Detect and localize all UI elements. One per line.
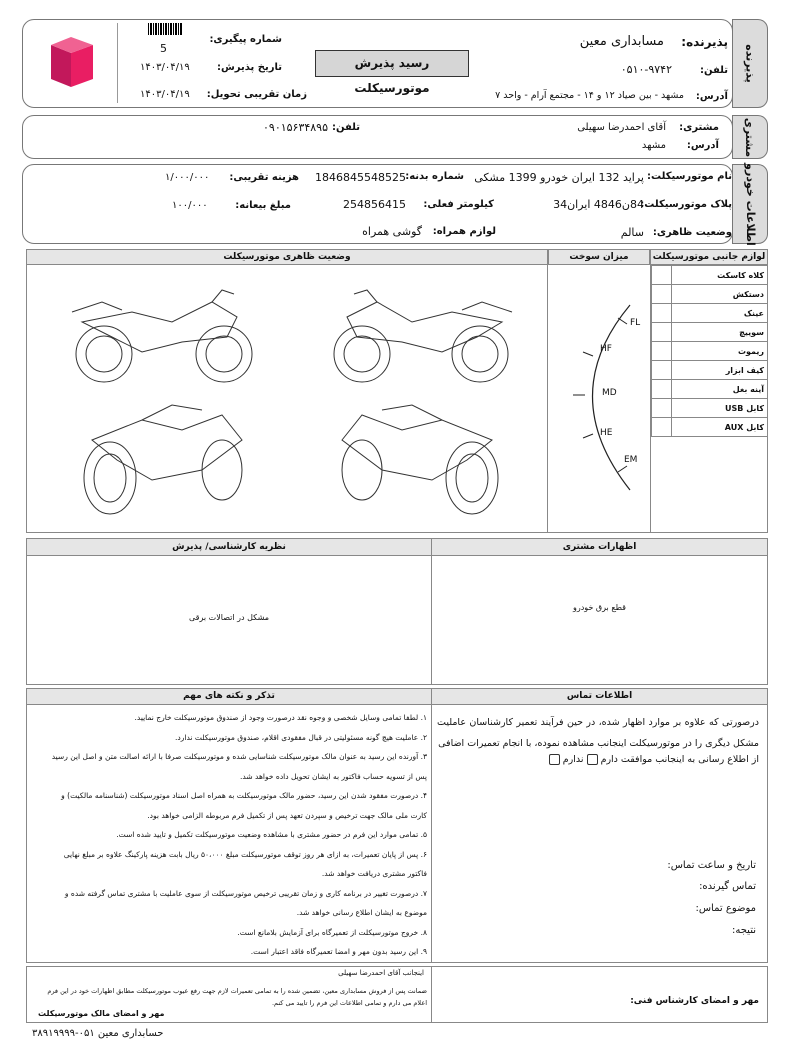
list-item: ۵. تمامی موارد این فرم در حضور مشتری با مشاهده وضعیت موتورسیکلت تکمیل و تایید شده است. (116, 830, 427, 839)
motorcycle-side-left-icon (62, 282, 262, 392)
model-label: نام موتورسیکلت: (647, 171, 732, 182)
fuel-level-fl: FL (630, 318, 641, 328)
customer-statements-title: اظهارات مشتری (432, 539, 767, 556)
table-row (652, 361, 768, 380)
list-item: پس از تسویه حساب فاکتور به ایشان تحویل داده خواهد شد. (240, 771, 427, 781)
fuel-divider (547, 249, 548, 533)
notes-list (33, 708, 427, 962)
table-row (652, 266, 768, 285)
fuel-title: میزان سوخت (548, 250, 650, 265)
delivery-date: ۱۴۰۳/۰۴/۱۹ (140, 89, 190, 100)
signature-divider (431, 966, 432, 1023)
km-label: کیلومتر فعلی: (423, 199, 494, 210)
contact-caller-label: تماس گیرنده: (699, 881, 756, 892)
accessory-checkbox[interactable] (652, 342, 672, 361)
customer-phone-label: تلفن: (331, 122, 360, 133)
receiver-label: پذیرنده: (681, 35, 728, 49)
contact-divider (431, 688, 432, 963)
receiver-address-label: آدرس: (695, 91, 728, 102)
accessory-label: سوییچ (672, 323, 768, 342)
list-item: ۲. عاملیت هیچ گونه مسئولیتی در قبال مفقودی اقلام، صندوق موتورسیکلت ندارد. (175, 732, 427, 742)
list-item: ۳. آورنده این رسید به عنوان مالک موتورسیکلت شناسایی شده و موتورسیکلت صرفا با ارائه اصالت متن و اصل این رسید (51, 752, 427, 761)
contact-subject-label: موضوع تماس: (695, 903, 756, 914)
receiver-tab: پذیرنده (732, 19, 768, 108)
cost-value: ۱/۰۰۰/۰۰۰ (165, 172, 210, 183)
expert-signature-label: مهر و امضای کارشناس فنی: (630, 996, 759, 1006)
owner-signature-label: مهر و امضای مالک موتورسیکلت (38, 1009, 165, 1018)
table-row (652, 323, 768, 342)
consent-no-checkbox[interactable] (549, 754, 560, 765)
customer-name-label: مشتری: (679, 122, 719, 133)
contact-intro: درصورتی که علاوه بر موارد اظهار شده، در حین فرآیند تعمیر کارشناسان عاملیت مشکل دیگری را در موتورسیکلت اینجانب مشاهده نموده، با انجام تعمیرات اضافی (437, 717, 759, 749)
cost-label: هزینه تقریبی: (229, 172, 299, 183)
deposit-value: ۱۰۰/۰۰۰ (172, 200, 208, 211)
accessory-checkbox[interactable] (652, 361, 672, 380)
accessory-label: کلاه کاسکت (672, 266, 768, 285)
condition-label: وضعیت ظاهری: (652, 227, 732, 238)
km-value: 254856415 (343, 198, 406, 211)
customer-phone: ۰۹۰۱۵۶۳۴۸۹۵ (263, 121, 328, 134)
fuel-level-hf: HF (600, 344, 612, 354)
accessory-checkbox[interactable] (652, 399, 672, 418)
accessory-label: کیف ابزار (672, 361, 768, 380)
footer-text: حسابداری معین ۰۵۱-۳۸۹۱۹۹۹۹ (32, 1028, 164, 1039)
model-value: پراید 132 ایران خودرو 1399 مشکی (474, 171, 644, 184)
condition-value: سالم (620, 226, 644, 239)
tracking-label: شماره پیگیری: (209, 34, 282, 45)
list-item: ۷. درصورت تغییر در برنامه کاری و زمان تقریبی ترخیص موتورسیکلت از سوی عاملیت با مشتری تماس گرفته شده و (64, 888, 427, 898)
admission-date-label: تاریخ پذیرش: (216, 62, 282, 73)
accessory-label: کابل USB (672, 399, 768, 418)
contact-result-label: نتیجه: (731, 925, 756, 936)
expert-opinion-text: مشکل در اتصالات برقی (188, 613, 269, 622)
table-row (652, 380, 768, 399)
accessories-table (651, 265, 768, 437)
plate-label: پلاک موتورسیکلت: (640, 199, 732, 210)
contact-datetime-label: تاریخ و ساعت تماس: (667, 860, 756, 871)
consent-no-text: ندارم (562, 754, 584, 765)
owner-text: ضمانت پس از فروش مسابداری معین، تضمین شده را به تمامی تعمیرات لازم جهت رفع عیوب موتورسیکلت مطابق اظهارات خود در این فرم اعلام می دارم و تمامی اطلاعات این فرم را تایید می کنم. (47, 987, 427, 1007)
fuel-level-md: MD (602, 388, 617, 398)
contact-consent-row (549, 754, 759, 765)
list-item: کارت ملی مالک جهت ترخیص و سپردن تعهد پس از تکمیل فرم مربوطه الزامی خواهد بود. (147, 810, 427, 820)
accessory-label: آینه بغل (672, 380, 768, 399)
accessory-label: ریموت (672, 342, 768, 361)
delivery-date-label: زمان تقریبی تحویل: (206, 89, 307, 100)
accessory-checkbox[interactable] (652, 323, 672, 342)
accessory-checkbox[interactable] (652, 266, 672, 285)
receiver-name: مسابداری معین (579, 34, 664, 49)
receiver-phone-label: تلفن: (699, 65, 728, 76)
accessories-divider (650, 249, 651, 533)
table-row (652, 399, 768, 418)
appearance-title: وضعیت ظاهری موتورسیکلت (27, 250, 547, 265)
customer-name: آقای احمدرضا سهیلی (577, 122, 666, 133)
page-title: رسید پذیرش موتورسیکلت (315, 50, 469, 77)
expert-opinion-title: نظریه کارشناسی/ پذیرش (27, 539, 431, 556)
logo-icon (27, 23, 117, 103)
barcode (148, 23, 182, 35)
notes-title: تذکر و نکته های مهم (27, 689, 431, 705)
accessories-title: لوازم جانبی موتورسیکلت (651, 250, 767, 265)
owner-line: اینجانب آقای احمدرضا سهیلی (338, 969, 424, 977)
list-item: ۱. لطفا تمامی وسایل شخصی و وجوه نقد درصورت وجود از صندوق موتورسیکلت خارج نمایید. (134, 713, 427, 722)
accessories-value: گوشی همراه (362, 225, 422, 238)
contact-title: اطلاعات تماس (432, 689, 767, 705)
accessory-label: دستکش (672, 285, 768, 304)
customer-tab: مشتری (732, 115, 768, 159)
accessory-checkbox[interactable] (652, 285, 672, 304)
accessories-label: لوازم همراه: (432, 226, 496, 237)
accessory-label: کابل AUX (672, 418, 768, 437)
consent-text: از اطلاع رسانی به اینجانب موافقت دارم (600, 754, 759, 765)
receiver-phone: ۰۵۱۰-۹۷۴۲ (620, 63, 672, 76)
list-item: ۴. درصورت مفقود شدن این رسید، حضور مالک موتورسیکلت به همراه اصل اسناد موتورسیکلت (شناسنامه مالکیت) و (61, 791, 427, 800)
customer-address-label: آدرس: (686, 140, 719, 151)
fuel-level-em: EM (624, 455, 638, 465)
accessory-checkbox[interactable] (652, 418, 672, 437)
plate-value: 84ن4846 ایران34 (553, 198, 644, 211)
table-row (652, 285, 768, 304)
motorcycle-angle-left-icon (62, 400, 262, 520)
vehicle-tab: اطلاعات خودرو (732, 164, 768, 244)
table-row (652, 418, 768, 437)
customer-address: مشهد (641, 140, 666, 151)
admission-date: ۱۴۰۳/۰۴/۱۹ (140, 62, 190, 73)
logo (28, 23, 118, 103)
consent-yes-checkbox[interactable] (587, 754, 598, 765)
list-item: موضوع به ایشان اطلاع رسانی خواهد شد. (296, 908, 427, 917)
customer-statement-text: قطع برق خودرو (573, 603, 626, 612)
list-item: ۹. این رسید بدون مهر و امضا تعمیرگاه فاقد اعتبار است. (250, 947, 427, 956)
body-label: شماره بدنه: (405, 171, 464, 182)
motorcycle-side-right-icon (322, 282, 522, 392)
table-row (652, 342, 768, 361)
body-value: 1846845548525 (315, 171, 406, 184)
receiver-address: مشهد - بین صیاد ۱۲ و ۱۴ - مجتمع آرام - واحد ۷ (495, 90, 684, 101)
list-item: ۶. پس از پایان تعمیرات، به ازای هر روز توقف موتورسیکلت مبلغ ۵۰،۰۰۰ ریال بابت هزینه پارکینگ علاوه بر مبلغ نهایی (63, 849, 427, 859)
motorcycle-angle-right-icon (322, 400, 522, 520)
fuel-level-he: HE (600, 428, 613, 438)
accessory-checkbox[interactable] (652, 304, 672, 323)
table-row (652, 304, 768, 323)
accessory-label: عینک (672, 304, 768, 323)
list-item: فاکتور مشتری دریافت خواهد شد. (321, 869, 427, 878)
tracking-number: 5 (160, 42, 167, 55)
accessory-checkbox[interactable] (652, 380, 672, 399)
deposit-label: مبلغ بیعانه: (235, 200, 291, 211)
list-item: ۸. خروج موتورسیکلت از تعمیرگاه برای آزمایش بلامانع است. (237, 927, 427, 937)
